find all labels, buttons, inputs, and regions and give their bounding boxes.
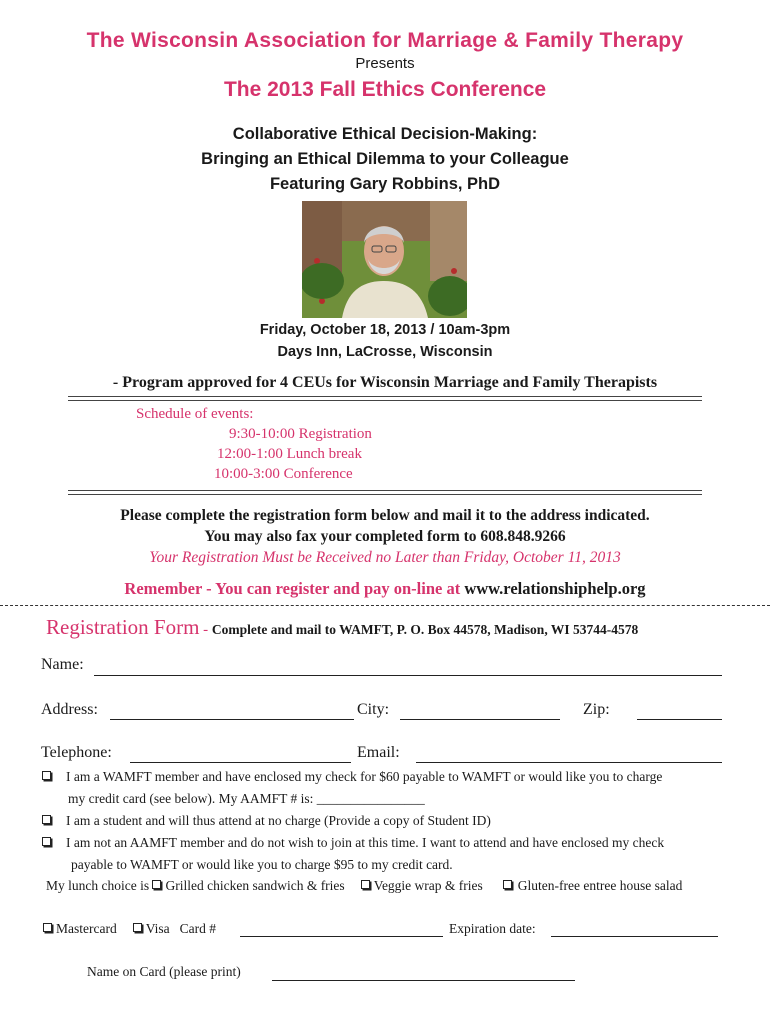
- ceu-notice: - Program approved for 4 CEUs for Wisconsin Marriage and Family Therapists: [112, 374, 658, 391]
- option-member: [42, 769, 662, 785]
- checkbox-mastercard[interactable]: [43, 923, 52, 932]
- speaker-photo: [302, 201, 467, 318]
- city-field[interactable]: [400, 719, 560, 720]
- schedule-item: 9:30-10:00 Registration: [229, 426, 372, 442]
- cut-line: [0, 605, 770, 606]
- address-label: Address:: [41, 701, 98, 718]
- expiration-field[interactable]: [551, 936, 718, 937]
- deadline-notice: Your Registration Must be Received no Later than Friday, October 11, 2013: [149, 549, 621, 566]
- option-member-text: I am a WAMFT member and have enclosed my check for $60 payable to WAMFT or would like you to charge: [66, 769, 663, 784]
- card-option-mastercard: Mastercard: [56, 921, 117, 936]
- lunch-choice: [46, 878, 682, 894]
- option-non-member-text: I am not an AAMFT member and do not wish to join at this time. I want to attend and have enclosed my check: [66, 835, 665, 850]
- form-title: Registration Form: [46, 615, 200, 639]
- city-label: City:: [357, 701, 390, 718]
- name-label: Name:: [41, 656, 84, 673]
- telephone-label: Telephone:: [41, 744, 112, 761]
- email-label: Email:: [357, 744, 400, 761]
- divider-bottom: [68, 490, 702, 495]
- instructions-line-1: Please complete the registration form below and mail it to the address indicated.: [120, 507, 650, 524]
- organization-title: The Wisconsin Association for Marriage & Family Therapy: [86, 29, 684, 52]
- form-mail-address: Complete and mail to WAMFT, P. O. Box 44578, Madison, WI 53744-4578: [211, 622, 639, 637]
- checkbox-lunch-veggie[interactable]: [361, 880, 370, 889]
- lunch-option-salad: Gluten-free entree house salad: [517, 878, 683, 893]
- event-venue: Days Inn, LaCrosse, Wisconsin: [277, 344, 493, 360]
- topic-line-1: Collaborative Ethical Decision-Making:: [232, 125, 538, 143]
- zip-field[interactable]: [637, 719, 722, 720]
- expiration-label: Expiration date:: [449, 921, 536, 936]
- register-online-notice: [0, 579, 770, 599]
- checkbox-non-member[interactable]: [42, 837, 51, 846]
- lunch-option-veggie: Veggie wrap & fries: [373, 878, 483, 893]
- card-option-visa: Visa: [145, 921, 170, 936]
- zip-label: Zip:: [583, 701, 610, 718]
- option-non-member-line-2: payable to WAMFT or would like you to charge $95 to my credit card.: [71, 857, 453, 872]
- topic-line-2: Bringing an Ethical Dilemma to your Colleague: [201, 150, 569, 168]
- name-field[interactable]: [94, 675, 722, 676]
- card-type: [43, 921, 216, 937]
- website-link[interactable]: www.relationshiphelp.org: [464, 579, 646, 598]
- email-field[interactable]: [416, 762, 722, 763]
- telephone-field[interactable]: [130, 762, 351, 763]
- address-field[interactable]: [110, 719, 354, 720]
- checkbox-visa[interactable]: [133, 923, 142, 932]
- option-member-line-2: my credit card (see below). My AAMFT # is: ________________: [68, 791, 425, 806]
- card-number-label: Card #: [179, 921, 217, 936]
- schedule-title: Schedule of events:: [136, 406, 254, 422]
- name-on-card-field[interactable]: [272, 980, 575, 981]
- checkbox-student[interactable]: [42, 815, 51, 824]
- option-non-member: [42, 835, 664, 851]
- schedule-item: 10:00-3:00 Conference: [214, 466, 353, 482]
- conference-title: The 2013 Fall Ethics Conference: [223, 78, 547, 101]
- card-number-field[interactable]: [240, 936, 443, 937]
- option-student: [42, 813, 491, 829]
- schedule-item: 12:00-1:00 Lunch break: [217, 446, 362, 462]
- presents-text: Presents: [355, 55, 415, 72]
- form-heading: [46, 615, 638, 640]
- option-student-text: I am a student and will thus attend at no charge (Provide a copy of Student ID): [66, 813, 491, 828]
- name-on-card-label: Name on Card (please print): [87, 964, 241, 979]
- lunch-label: My lunch choice is: [46, 878, 153, 893]
- instructions-line-2: You may also fax your completed form to 608.848.9266: [204, 528, 566, 545]
- remember-text: Remember - You can register and pay on-line at: [124, 579, 465, 598]
- lunch-option-chicken: Grilled chicken sandwich & fries: [165, 878, 345, 893]
- form-title-dash: -: [199, 622, 212, 638]
- event-date: Friday, October 18, 2013 / 10am-3pm: [259, 322, 511, 338]
- featuring-speaker: Featuring Gary Robbins, PhD: [269, 175, 501, 193]
- divider-top: [68, 396, 702, 401]
- checkbox-lunch-chicken[interactable]: [152, 880, 161, 889]
- checkbox-member[interactable]: [42, 771, 51, 780]
- checkbox-lunch-salad[interactable]: [503, 880, 512, 889]
